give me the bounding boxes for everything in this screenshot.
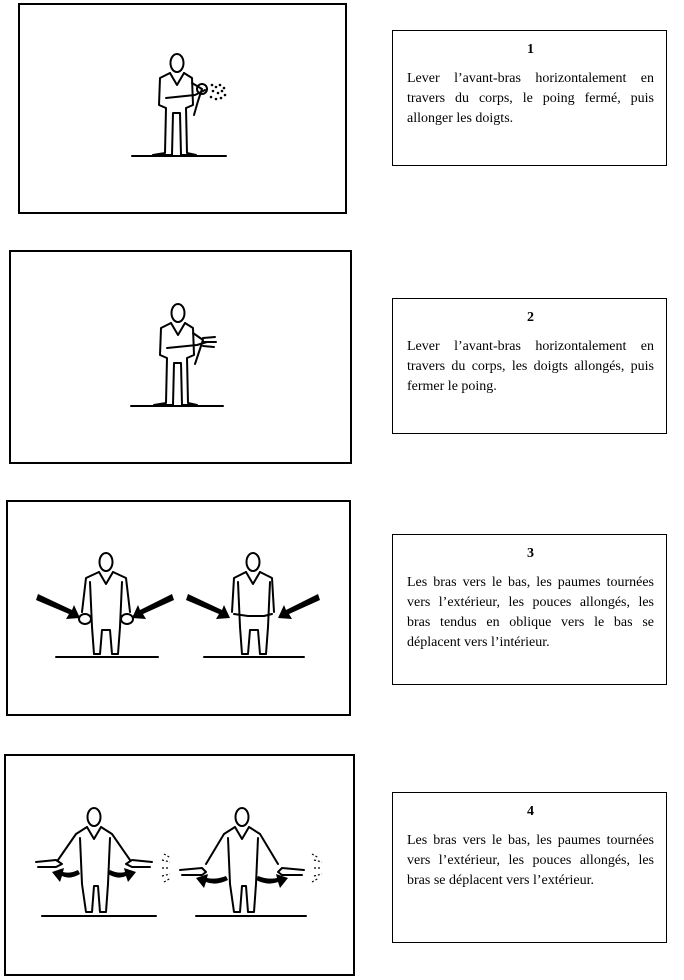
signal-1-description-box: [392, 30, 667, 166]
signal-2-description-box: [392, 298, 667, 434]
person-forearm-across-body-fist-opening-icon: [20, 5, 345, 212]
signal-3-text: Les bras vers le bas, les paumes tournées vers l’extérieur, les pouces allongés, les bras tendus en oblique vers le bas se déplacent vers l’intérieur.: [407, 575, 654, 650]
two-persons-arms-moving-inward-icon: [8, 502, 349, 714]
signal-2-figure: [9, 250, 352, 464]
signal-1-text: Lever l’avant-bras horizontalement en travers du corps, le poing fermé, puis allonger les doigts.: [407, 71, 654, 126]
signal-3-figure: [6, 500, 351, 716]
signal-1-figure: [18, 3, 347, 214]
signal-4-figure: [4, 754, 355, 976]
person-forearm-across-body-fist-closing-icon: [11, 252, 350, 462]
signal-4-description-box: [392, 792, 667, 943]
signal-4-number: 4: [527, 804, 534, 819]
signal-1-number: 1: [527, 42, 534, 57]
signal-2-text: Lever l’avant-bras horizontalement en travers du corps, les doigts allongés, puis fermer le poing.: [407, 339, 654, 394]
signal-3-number: 3: [527, 546, 534, 561]
signal-4-text: Les bras vers le bas, les paumes tournées vers l’extérieur, les pouces allongés, les bras se déplacent vers l’extérieur.: [407, 833, 654, 888]
signal-3-description-box: [392, 534, 667, 685]
signal-2-number: 2: [527, 310, 534, 325]
two-persons-arms-moving-outward-icon: [6, 756, 353, 974]
